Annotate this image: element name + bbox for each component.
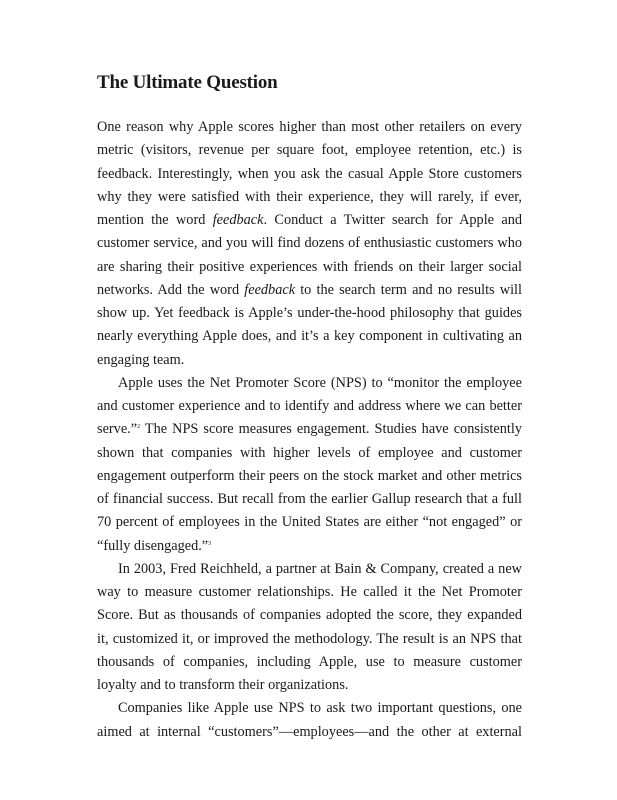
paragraph-4: Companies like Apple use NPS to ask two important questions, one aimed at internal “customers”—employees—and the other at external <box>97 700 522 740</box>
paragraph-1 <box>97 116 522 372</box>
paragraph-2-text-b: The NPS score measures engagement. Studies have consistently shown that companies with higher levels of employee and customer engagement outperform their peers on the stock market and other metrics of financial success. But recall from the earlier Gallup research that a full 70 percent of employees in the United States are either “not engaged” or “fully disengaged.” <box>97 421 522 554</box>
footnote-marker-2: 2 <box>137 424 141 431</box>
paragraph-1-emphasis-a: feedback <box>212 212 264 228</box>
paragraph-3: In 2003, Fred Reichheld, a partner at Bain & Company, created a new way to measure customer relationships. He called it the Net Promoter Score. But as thousands of companies adopted the score, they expanded it, customized it, or improved the methodology. The result is an NPS that thousands of companies, including Apple, use to measure customer loyalty and to transform their organizations. <box>97 560 522 693</box>
footnote-marker-3: 3 <box>208 540 212 547</box>
paragraph-1-text-c: to the search term and no results will show up. Yet feedback is Apple’s under-the-hood philosophy that guides nearly everything Apple does, and it’s a key component in cultivating an engaging team. <box>97 281 523 368</box>
body-text <box>97 116 522 744</box>
paragraph-1-emphasis-b: feedback <box>244 281 296 298</box>
paragraph-1-text-b: . Conduct a Twitter search for Apple and customer service, and you will find dozens of enthusiastic customers who are sharing their positive experiences with friends on their larger social networks. Add the word <box>97 212 522 298</box>
paragraph-1-text-a: One reason why Apple scores higher than most other retailers on every metric (visitors, revenue per square foot, employee retention, etc.) is feedback. Interestingly, when you ask the casual Apple Store customers why they were satisfied with their experience, they will rarely, if ever, mention the word <box>97 119 522 228</box>
paragraph-2-text-a: Apple uses the Net Promoter Score (NPS) to “monitor the employee and customer experience and to identify and address where we can better serve.” <box>97 374 522 438</box>
section-title: The Ultimate Question <box>97 72 278 93</box>
paragraph-2 <box>97 372 522 558</box>
